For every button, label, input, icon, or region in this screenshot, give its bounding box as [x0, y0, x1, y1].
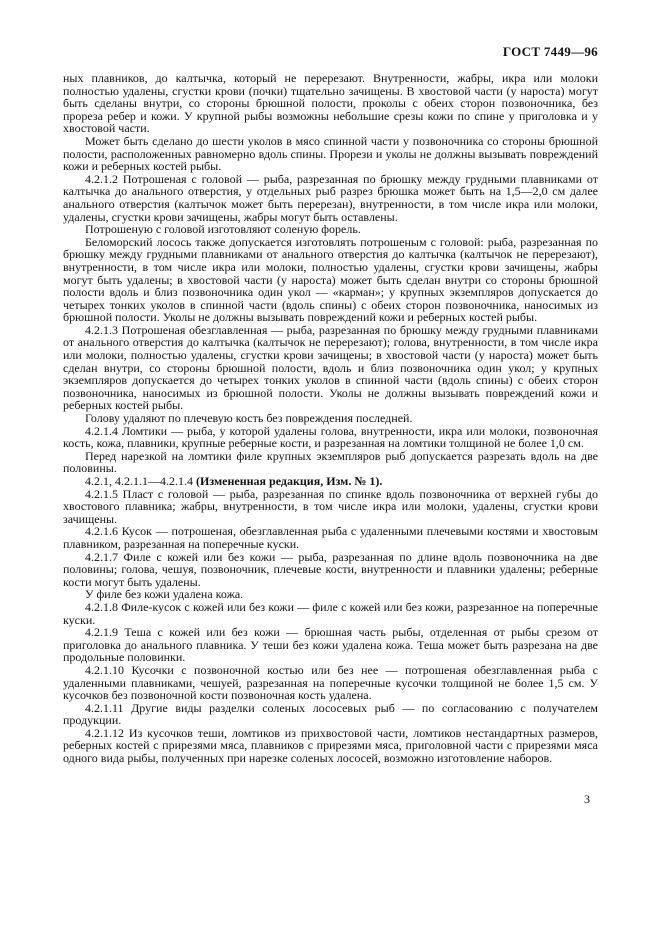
clause-4-2-1-10: 4.2.1.10 Кусочки с позвоночной костью или без нее — потрошеная обезглавленная рыба с удаленными плавниками, чешуей, разрезанная на поперечные кусочки толщиной не более 1,5 см. У кусочков без позвоночной кости позвоночная кость удалена.	[63, 662, 598, 703]
clause-4-2-1-6: 4.2.1.6 Кусок — потрошеная, обезглавленная рыба с удаленными плечевыми костями и хвостовым плавником, разрезанная на поперечные куски.	[63, 524, 598, 551]
clause-4-2-1-7: 4.2.1.7 Филе с кожей или без кожи — рыба, разрезанная по длине вдоль позвоночника на две половины; голова, чешуя, позвоночник, плечевые кости, внутренности и плавники удалены; реберные кости могут быть удалены.	[63, 549, 598, 589]
clause-4-2-1-2: 4.2.1.2 Потрошеная с головой — рыба, разрезанная по брюшку между грудными плавниками от калтычка до анального отверстия, у отдельных рыб разрез брюшка может быть на 1,5—2,0 см далее анального отверстия (калтычок может быть перерезан), внутренности, в том числе икра или молоки, удалены, сгустки крови зачищены, жабры могут быть оставлены.	[63, 171, 598, 224]
paragraph-trout-note: Потрошеную с головой изготовляют соленую форель.	[85, 222, 361, 237]
paragraph-head-removal: Голову удаляют по плечевую кость без повреждения последней.	[85, 411, 413, 426]
amendment-note	[63, 475, 598, 488]
paragraph-continuation: ных плавников, до калтычка, который не перерезают. Внутренности, жабры, икра или молоки полностью удалены, сгустки крови (почки) тщательно зачищены. В хвостовой части (у нароста) могут быть сделаны внутри, со стороны брюшной полости, проколы с обеих сторон позвоночника, без прореза ребер и кожи. У крупной рыбы возможны небольшие срезы кожи по спине у приголовка и у хвостовой части.	[63, 71, 598, 136]
clause-4-2-1-8: 4.2.1.8 Филе-кусок с кожей или без кожи — филе с кожей или без кожи, разрезанное на поперечные куски.	[63, 599, 598, 627]
document-body	[63, 72, 598, 765]
amendment-bold-text: (Измененная редакция, Изм. № 1).	[196, 474, 383, 488]
paragraph-fillet-cutting-note: Перед нарезкой на ломтики филе крупных экземпляров рыб допускается разрезать вдоль на две половины.	[63, 448, 598, 476]
amendment-clause-numbers: 4.2.1, 4.2.1.1—4.2.1.4	[85, 474, 196, 488]
clause-4-2-1-12: 4.2.1.12 Из кусочков теши, ломтиков из прихвостовой части, ломтиков нестандартных размеров, реберных костей с прирезями мяса, плавников с прирезями мяса, приголовной части с прирезями мяса одного вида рыбы, полученных при нарезке соленых лососей, возможно изготовление наборов.	[63, 725, 598, 766]
page-number: 3	[584, 791, 590, 806]
clause-4-2-1-5: 4.2.1.5 Пласт с головой — рыба, разрезанная по спинке вдоль позвоночника от верхней губы до хвостового плавника; жабры, внутренности, в том числе икра или молоки, удалены, сгустки крови зачищены.	[63, 486, 598, 526]
clause-4-2-1-9: 4.2.1.9 Теша с кожей или без кожи — брюшная часть рыбы, отделенная от рыбы срезом от приголовка до анального плавника. У теши без кожи удалена кожа. Теша может быть разрезана на две продольные половинки.	[63, 625, 598, 665]
clause-4-2-1-3: 4.2.1.3 Потрошеная обезглавленная — рыба, разрезанная по брюшку между грудными плавниками от анального отверстия до калтычка (калтычок не перерезают); голова, внутренности, в том числе икра или молоки, полностью удалены, сгустки крови зачищены; в хвостовой части (у нароста) может быть сделан внутри, со стороны брюшной полости, вдоль и близ позвоночника один укол; у крупных экземпляров допускается до четырех тонких уколов в спинной части (вдоль спины) с обеих сторон позвоночника, наносимых из брюшной полости. Уколы не должны вызывать повреждений кожи и реберных костей рыбы.	[63, 322, 598, 413]
doc-number-header: ГОСТ 7449—96	[502, 44, 598, 59]
clause-4-2-1-11: 4.2.1.11 Другие виды разделки соленых лососевых рыб — по согласованию с получателем продукции.	[63, 700, 598, 728]
clause-4-2-1-4: 4.2.1.4 Ломтики — рыба, у которой удалены голова, внутренности, икра или молоки, позвоночная кость, кожа, плавники, крупные реберные кости, и разрезанная на ломтики толщиной не более 1,0 см.	[63, 423, 598, 451]
paragraph-white-sea-salmon: Беломорский лосось также допускается изготовлять потрошеным с головой: рыба, разрезанная по брюшку между грудными плавниками от анального отверстия до калтычка (калтычок не перерезают), внутренности, в том числе икра или молоки, полностью удалены, сгустки крови зачищены, жабры могут быть удалены; в хвостовой части (у нароста) может быть сделан внутри со стороны брюшной полости вдоль и близ позвоночника один укол — «карман»; у крупных экземпляров допускается до четырех тонких уколов в спинной части (вдоль спины) с обеих сторон позвоночника, наносимых из брюшной полости. Уколы не должны вызывать повреждений кожи и реберных костей рыбы.	[63, 234, 598, 325]
paragraph-punctures: Может быть сделано до шести уколов в мясо спинной части у позвоночника со стороны брюшной полости, расположенных равномерно вдоль спины. Прорези и уколы не должны вызывать повреждений кожи и реберных костей рыбы.	[63, 133, 598, 174]
paragraph-skinless-fillet-note: У филе без кожи удалена кожа.	[85, 587, 244, 602]
